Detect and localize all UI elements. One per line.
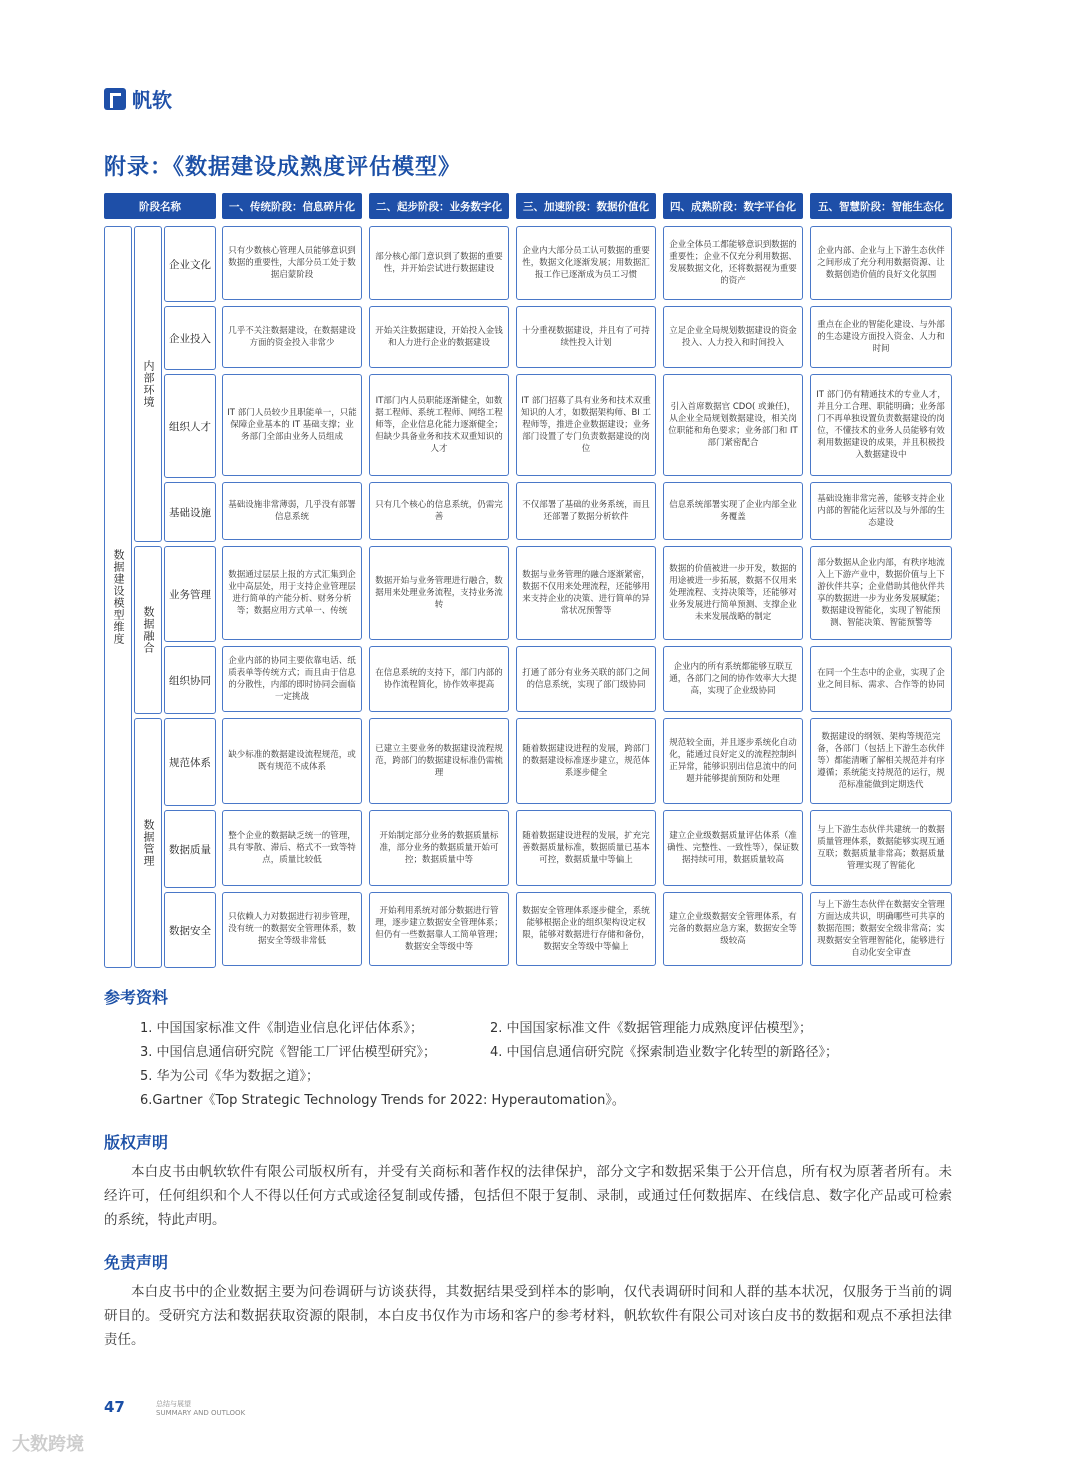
- group-text: 内部环境: [142, 360, 155, 408]
- table-cell: IT 部门仍有精通技术的专业人才，并且分工合理、职能明确；业务部门不再单独设置负责数据建设的岗位，不懂技术的业务人员能够有效利用数据建设的成果，并且积极投入数据建设中: [810, 374, 952, 476]
- table-cell: 只有少数核心管理人员能够意识到数据的重要性，大部分员工处于数据启蒙阶段: [222, 226, 362, 300]
- reference-item: 3. 中国信息通信研究院《智能工厂评估模型研究》；: [140, 1045, 437, 1060]
- table-cell: 基础设施非常完善，能够支持企业内部的智能化运营以及与外部的生态建设: [810, 482, 952, 540]
- table-cell: 重点在企业的智能化建设、与外部的生态建设方面投入资金、人力和时间: [810, 306, 952, 368]
- watermark: 大数跨境: [12, 1434, 84, 1455]
- disclaimer-text: 本白皮书中的企业数据主要为问卷调研与访谈获得，其数据结果受到样本的影响，仅代表调研时间和人群的基本状况，仅服务于当前的调研目的。受研究方法和数据获取资源的限制，本白皮书仅作为市场和客户的参考材料，帆软软件有限公司对该白皮书的数据和观点不承担法律责任。: [104, 1284, 952, 1348]
- reference-item: 4. 中国信息通信研究院《探索制造业数字化转型的新路径》；: [490, 1045, 839, 1060]
- dimension-text: 数据建设模型维度: [112, 549, 125, 645]
- row-label: 数据安全: [164, 892, 216, 968]
- brand-logo: [104, 84, 172, 113]
- row-label: 企业文化: [164, 226, 216, 302]
- table-cell: 缺少标准的数据建设流程规范，或既有规范不成体系: [222, 718, 362, 804]
- table-cell: 企业全体员工都能够意识到数据的重要性；企业不仅充分利用数据、发展数据文化，还将数据视为重要的资产: [663, 226, 803, 300]
- row-label: 企业投入: [164, 306, 216, 370]
- table-cell: 不仅部署了基础的业务系统，而且还部署了数据分析软件: [516, 482, 656, 540]
- table-cell: 打通了部分有业务关联的部门之间的信息系统，实现了部门级协同: [516, 646, 656, 712]
- copyright-text: 本白皮书由帆软软件有限公司版权所有，并受有关商标和著作权的法律保护，部分文字和数据采集于公开信息，所有权为原著者所有。未经许可，任何组织和个人不得以任何方式或途径复制或传播，包括但不限于复制、录制，或通过任何数据库、在线信息、数字化产品或可检索的系统，特此声明。: [104, 1164, 952, 1228]
- table-cell: 开始利用系统对部分数据进行管理，逐步建立数据安全管理体系；但仍有一些数据靠人工简单管理；数据安全等级中等: [369, 892, 509, 966]
- table-cell: 随着数据建设进程的发展，扩充完善数据质量标准，数据质量已基本可控，数据质量中等偏上: [516, 810, 656, 886]
- group-label: [134, 226, 162, 542]
- table-cell: 与上下游生态伙伴在数据安全管理方面达成共识，明确哪些可共享的数据范围；数据安全级非常高；实现数据安全管理智能化，能够进行自动化安全审查: [810, 892, 952, 966]
- table-cell: IT 部门人员较少且职能单一，只能保障企业基本的 IT 基础支撑；业务部门全部由业务人员组成: [222, 374, 362, 476]
- footer-section-title: 总结与展望: [156, 1400, 191, 1408]
- table-cell: 数据通过层层上报的方式汇集到企业中高层处，用于支持企业管理层进行简单的产能分析、财务分析等；数据应用方式单一、传统: [222, 546, 362, 640]
- table-corner-header: 阶段名称: [104, 193, 216, 219]
- table-cell: 随着数据建设进程的发展，跨部门的数据建设标准逐步建立，规范体系逐步健全: [516, 718, 656, 804]
- table-cell: 已建立主要业务的数据建设流程规范，跨部门的数据建设标准仍需梳理: [369, 718, 509, 804]
- row-label: 规范体系: [164, 718, 216, 806]
- dimension-label: [104, 226, 132, 968]
- logo-icon: [104, 88, 126, 110]
- table-cell: 几乎不关注数据建设，在数据建设方面的资金投入非常少: [222, 306, 362, 368]
- stage-header: 二、起步阶段：业务数字化: [369, 193, 509, 219]
- row-label: 组织协同: [164, 646, 216, 714]
- table-cell: 只依赖人力对数据进行初步管理，没有统一的数据安全管理体系，数据安全等级非常低: [222, 892, 362, 966]
- reference-item: 6.Gartner《Top Strategic Technology Trends for 2022: Hyperautomation》。: [140, 1093, 625, 1108]
- table-cell: 数据建设的纲领、架构等规范完备，各部门（包括上下游生态伙伴等）都能清晰了解相关规范并有序遵循；系统能支持规范的运行，规范标准能做到定期迭代: [810, 718, 952, 804]
- stage-header: 五、智慧阶段：智能生态化: [810, 193, 952, 219]
- table-cell: 在信息系统的支持下，部门内部的协作流程简化，协作效率提高: [369, 646, 509, 712]
- reference-item: 1. 中国国家标准文件《制造业信息化评估体系》；: [140, 1021, 424, 1036]
- group-label: [134, 546, 162, 714]
- page-number: 47: [104, 1398, 125, 1416]
- table-cell: 数据安全管理体系逐步健全，系统能够根据企业的组织架构设定权限，能够对数据进行存储和备份，数据安全等级中等偏上: [516, 892, 656, 966]
- row-label: 组织人才: [164, 374, 216, 478]
- row-label: 数据质量: [164, 810, 216, 888]
- table-cell: 数据与业务管理的融合逐渐紧密，数据不仅用来处理流程，还能够用来支持企业的决策、进行简单的异常状况预警等: [516, 546, 656, 640]
- table-cell: 开始关注数据建设，开始投入金钱和人力进行企业的数据建设: [369, 306, 509, 368]
- copyright-heading: 版权声明: [104, 1133, 169, 1152]
- table-cell: 十分重视数据建设，并且有了可持续性投入计划: [516, 306, 656, 368]
- brand-name: 帆软: [132, 88, 172, 112]
- table-cell: 与上下游生态伙伴共建统一的数据质量管理体系，数据能够实现互通互联；数据质量非常高；数据质量管理实现了智能化: [810, 810, 952, 886]
- table-cell: 引入首席数据官 CDO( 或兼任)，从企业全局规划数据建设，相关岗位职能和角色要求；业务部门和 IT 部门紧密配合: [663, 374, 803, 476]
- table-cell: 部分数据从企业内部，有秩序地流入上下游产业中，数据价值与上下游伙伴共享；企业借助其他伙伴共享的数据进一步为业务发展赋能；数据建设智能化，实现了智能预测、智能决策、智能预警等: [810, 546, 952, 640]
- group-text: 数据融合: [142, 606, 155, 654]
- table-cell: 开始制定部分业务的数据质量标准，部分业务的数据质量开始可控；数据质量中等: [369, 810, 509, 886]
- references-heading: 参考资料: [104, 988, 169, 1007]
- table-cell: 企业内部的协同主要依靠电话、纸质表单等传统方式；而且由于信息的分散性，内部的即时协同会面临一定挑战: [222, 646, 362, 712]
- table-cell: 只有几个核心的信息系统，仍需完善: [369, 482, 509, 540]
- table-cell: 数据开始与业务管理进行融合，数据用来处理业务流程，支持业务流转: [369, 546, 509, 640]
- table-cell: 建立企业级数据质量评估体系（准确性、完整性、一致性等），保证数据持续可用，数据质量较高: [663, 810, 803, 886]
- group-label: [134, 718, 162, 968]
- stage-header: 一、传统阶段：信息碎片化: [222, 193, 362, 219]
- table-cell: 部分核心部门意识到了数据的重要性，并开始尝试进行数据建设: [369, 226, 509, 300]
- footer-section: [156, 1400, 245, 1418]
- table-cell: 数据的价值被进一步开发，数据的用途被进一步拓展，数据不仅用来处理流程、支持决策等，还能够对业务发展进行简单预测、支撑企业未来发展战略的制定: [663, 546, 803, 640]
- page-title: 附录：《数据建设成熟度评估模型》: [104, 155, 462, 180]
- table-cell: IT部门内人员职能逐渐健全，如数据工程师、系统工程师、网络工程师等，企业信息化能力逐渐健全；但缺少具备业务和技术双重知识的人才: [369, 374, 509, 476]
- table-cell: 信息系统部署实现了企业内部全业务覆盖: [663, 482, 803, 540]
- reference-item: 5. 华为公司《华为数据之道》；: [140, 1069, 320, 1084]
- row-label: 业务管理: [164, 546, 216, 642]
- table-cell: 基础设施非常薄弱，几乎没有部署信息系统: [222, 482, 362, 540]
- footer-section-en: SUMMARY AND OUTLOOK: [156, 1409, 246, 1417]
- table-cell: 企业内的所有系统都能够互联互通，各部门之间的协作效率大大提高，实现了企业级协同: [663, 646, 803, 712]
- table-cell: IT 部门招募了具有业务和技术双重知识的人才，如数据架构师、BI 工程师等，推进企业数据建设；业务部门设置了专门负责数据建设的岗位: [516, 374, 656, 476]
- stage-header: 四、成熟阶段：数字平台化: [663, 193, 803, 219]
- group-text: 数据管理: [142, 819, 155, 867]
- table-cell: 规范较全面，并且逐步系统化自动化，能通过良好定义的流程控制纠正异常，能够识别出信息流中的问题并能够提前预防和处理: [663, 718, 803, 804]
- row-label: 基础设施: [164, 482, 216, 542]
- stage-header: 三、加速阶段：数据价值化: [516, 193, 656, 219]
- table-cell: 立足企业全局规划数据建设的资金投入、人力投入和时间投入: [663, 306, 803, 368]
- reference-item: 2. 中国国家标准文件《数据管理能力成熟度评估模型》；: [490, 1021, 813, 1036]
- table-cell: 企业内大部分员工认可数据的重要性，数据文化逐渐发展；用数据汇报工作已逐渐成为员工习惯: [516, 226, 656, 300]
- table-cell: 整个企业的数据缺乏统一的管理，具有零散、滞后、格式不一致等特点，质量比较低: [222, 810, 362, 886]
- table-cell: 企业内部、企业与上下游生态伙伴之间形成了充分利用数据资源、让数据创造价值的良好文化氛围: [810, 226, 952, 300]
- table-cell: 在同一个生态中的企业，实现了企业之间目标、需求、合作等的协同: [810, 646, 952, 712]
- table-cell: 建立企业级数据安全管理体系，有完备的数据应急方案，数据安全等级较高: [663, 892, 803, 966]
- disclaimer-heading: 免责声明: [104, 1253, 169, 1272]
